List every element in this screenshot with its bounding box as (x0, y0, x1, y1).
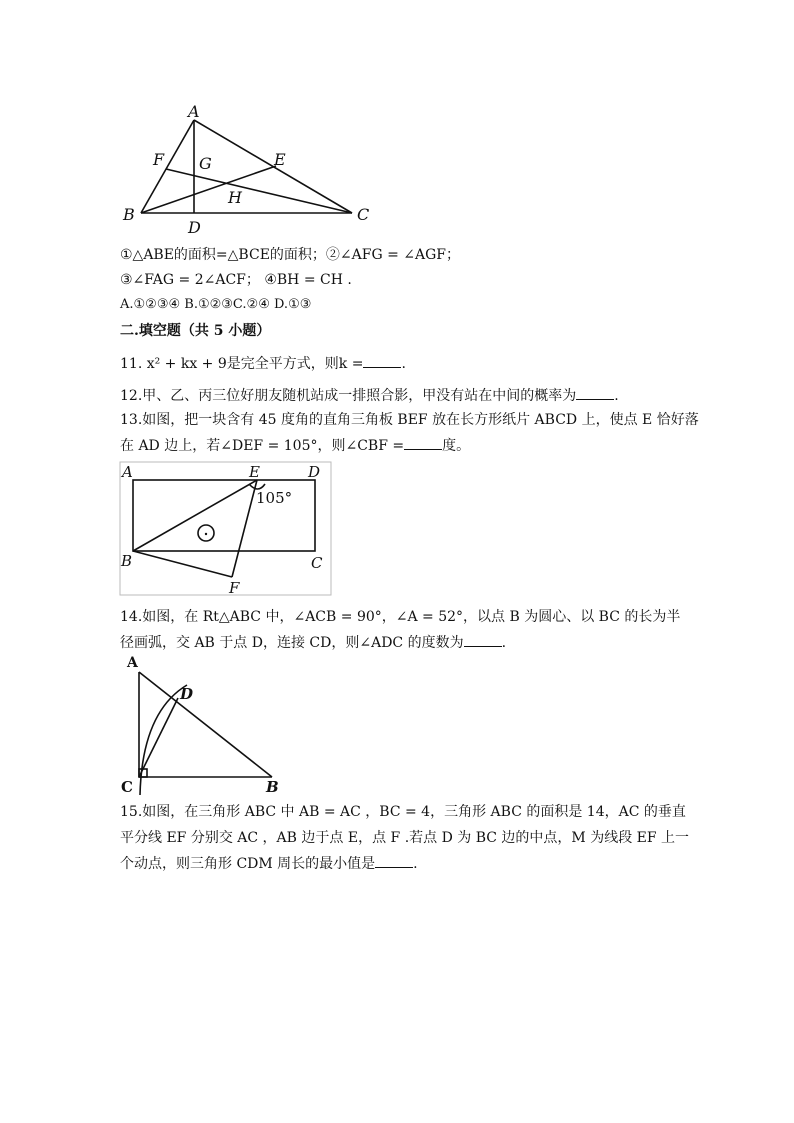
q13-tail: 度。 (442, 438, 471, 454)
fig13-label-e: E (249, 463, 260, 481)
fig1-label-h: H (228, 188, 242, 207)
fig13-label-d: D (308, 463, 321, 481)
fig13-label-b: B (121, 552, 133, 570)
fig14-label-c: C (121, 778, 133, 796)
fig1-label-d: D (188, 218, 201, 237)
fig14-line-cd (139, 698, 178, 777)
q12-text: 12.甲、乙、丙三位好朋友随机站成一排照合影，甲没有站在中间的概率为 (120, 388, 577, 404)
fig14-label-a: A (127, 655, 138, 671)
q11-text: 11. x² + kx + 9是完全平方式，则k = (120, 356, 364, 372)
q12-tail: . (614, 388, 619, 404)
fig13-label-c: C (311, 554, 323, 572)
previous-options: A.①②③④ B.①②③C.②④ D.①③ (120, 297, 312, 312)
fig1-label-e: E (274, 150, 286, 169)
q13-text: 在 AD 边上，若∠DEF = 105°，则∠CBF = (120, 438, 405, 454)
question-14-line-1: 14.如图，在 Rt△ABC 中，∠ACB = 90°，∠A = 52°，以点 B 为圆心、以 BC 的长为半 (120, 609, 681, 625)
q14-text: 径画弧，交 AB 于点 D，连接 CD，则∠ADC 的度数为 (120, 635, 464, 651)
fig14-label-d: D (180, 685, 194, 703)
q15-blank (375, 855, 413, 868)
q15-text: 个动点，则三角形 CDM 周长的最小值是 (120, 856, 376, 872)
fig1-label-c: C (357, 205, 370, 224)
q14-tail: . (501, 635, 507, 651)
fig1-label-g: G (199, 154, 212, 173)
fig1-label-f: F (153, 150, 165, 169)
fig1-label-a: A (188, 102, 200, 121)
section-title-fill-blank: 二.填空题（共 5 小题） (120, 323, 271, 339)
q11-tail: . (401, 356, 406, 372)
fig13-label-f: F (229, 579, 240, 597)
previous-statements-line-2: ③∠FAG = 2∠ACF； ④BH = CH . (120, 272, 352, 288)
fig1-label-b: B (123, 205, 135, 224)
fig14-label-b: B (266, 778, 279, 796)
question-13-line-1: 13.如图，把一块含有 45 度角的直角三角板 BEF 放在长方形纸片 ABCD 上，使点 E 恰好落 (120, 412, 699, 428)
question-15-line-3 (120, 855, 418, 873)
fig14-side-ab (139, 672, 272, 777)
previous-statements-line-1: ①△ABE的面积=△BCE的面积；②∠AFG = ∠AGF； (120, 247, 461, 263)
question-15-line-1: 15.如图，在三角形 ABC 中 AB = AC ，BC = 4，三角形 ABC 的面积是 14，AC 的垂直 (120, 804, 686, 820)
fig13-angle-label: 105° (256, 489, 293, 507)
fig13-label-a: A (122, 463, 133, 481)
question-15-line-2: 平分线 EF 分别交 AC ，AB 边于点 E，点 F .若点 D 为 BC 边的中点，M 为线段 EF 上一 (120, 830, 690, 846)
q15-tail: . (413, 856, 418, 872)
